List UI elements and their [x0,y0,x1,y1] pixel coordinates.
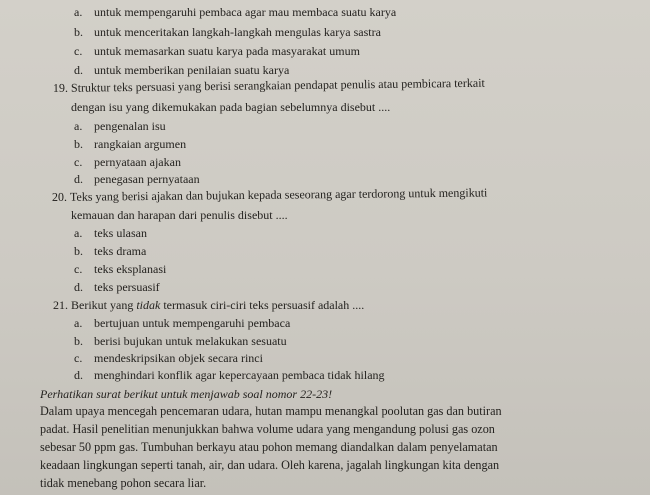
q21-stem [53,298,364,312]
q21-option-b [74,334,287,348]
q19-stem-line1 [53,76,485,95]
option-text: untuk menceritakan langkah-langkah mengulas karya sastra [94,25,381,39]
paragraph-line-1: Dalam upaya mencegah pencemaran udara, hutan mampu menangkal poolutan gas dan butiran [40,404,502,418]
q19-option-a [74,119,166,133]
option-letter: c. [74,44,83,58]
option-letter: d. [74,368,83,382]
q19-option-c [74,155,181,169]
q19-stem-line2: dengan isu yang dikemukakan pada bagian sebelumnya disebut .... [71,100,391,114]
option-text: menghindari konflik agar kepercayaan pembaca tidak hilang [94,368,385,382]
q21-option-a [74,316,290,330]
option-letter: d. [74,280,83,294]
option-letter: b. [74,244,83,258]
option-letter: d. [74,172,83,186]
option-text: penegasan pernyataan [94,172,200,186]
option-letter: d. [74,63,83,77]
q20-stem-line1 [52,185,487,204]
option-letter: b. [74,334,83,348]
q19-option-d [74,172,200,186]
q21-option-c [74,351,263,365]
question-text: Struktur teks persuasi yang berisi serangkaian pendapat penulis atau pembicara terkait [70,75,485,95]
option-text: teks drama [94,244,147,258]
option-text: untuk mempengaruhi pembaca agar mau membaca suatu karya [94,5,397,19]
question-number: 20. [51,189,68,204]
option-letter: b. [74,137,83,151]
q20-option-c [74,262,166,276]
option-letter: b. [74,25,83,39]
q18-option-d [74,63,289,77]
option-text: berisi bujukan untuk melakukan sesuatu [94,334,287,348]
q20-option-d [74,280,160,294]
option-text: rangkaian argumen [94,137,187,151]
option-letter: a. [74,5,83,19]
q21-option-d [74,368,385,382]
q19-option-b [74,137,186,151]
paragraph-line-5: tidak menebang pohon secara liar. [40,476,207,490]
option-letter: a. [74,316,83,330]
question-text-emphasis: tidak [136,298,161,312]
option-letter: a. [74,119,83,133]
q20-option-b [74,244,146,258]
option-letter: c. [74,262,83,276]
q18-option-c [74,44,360,58]
option-text: pernyataan ajakan [94,155,181,169]
option-text: pengenalan isu [94,119,166,133]
question-text-post: termasuk ciri-ciri teks persuasif adalah .... [160,298,365,312]
q20-stem-line2: kemauan dan harapan dari penulis disebut .... [71,208,288,222]
q18-option-b [74,25,381,39]
paragraph-line-2: padat. Hasil penelitian menunjukkan bahwa volume udara yang mengandung polusi gas ozon [40,422,495,436]
question-number: 19. [52,80,69,95]
question-text: Teks yang berisi ajakan dan bujukan kepada seseorang agar terdorong untuk mengikuti [69,185,488,204]
q20-option-a [74,226,147,240]
option-text: mendeskripsikan objek secara rinci [94,351,263,365]
option-text: teks eksplanasi [94,262,167,276]
paragraph-line-3: sebesar 50 ppm gas. Tumbuhan berkayu atau pohon memang diandalkan dalam penyelamatan [40,440,498,454]
option-text: untuk memasarkan suatu karya pada masyarakat umum [94,44,360,58]
option-letter: a. [74,226,83,240]
option-text: bertujuan untuk mempengaruhi pembaca [94,316,291,330]
option-letter: c. [74,351,83,365]
paragraph-line-4: keadaan lingkungan seperti tanah, air, dan udara. Oleh karena, jagalah lingkungan kita dengan [40,458,500,472]
question-number: 21. [53,298,68,312]
question-text-pre: Berikut yang [71,298,137,312]
reading-instruction: Perhatikan surat berikut untuk menjawab soal nomor 22-23! [40,387,333,401]
option-text: teks persuasif [94,280,160,294]
option-text: teks ulasan [94,226,147,240]
option-letter: c. [74,155,83,169]
option-text: untuk memberikan penilaian suatu karya [94,63,290,77]
q18-option-a [74,5,396,19]
